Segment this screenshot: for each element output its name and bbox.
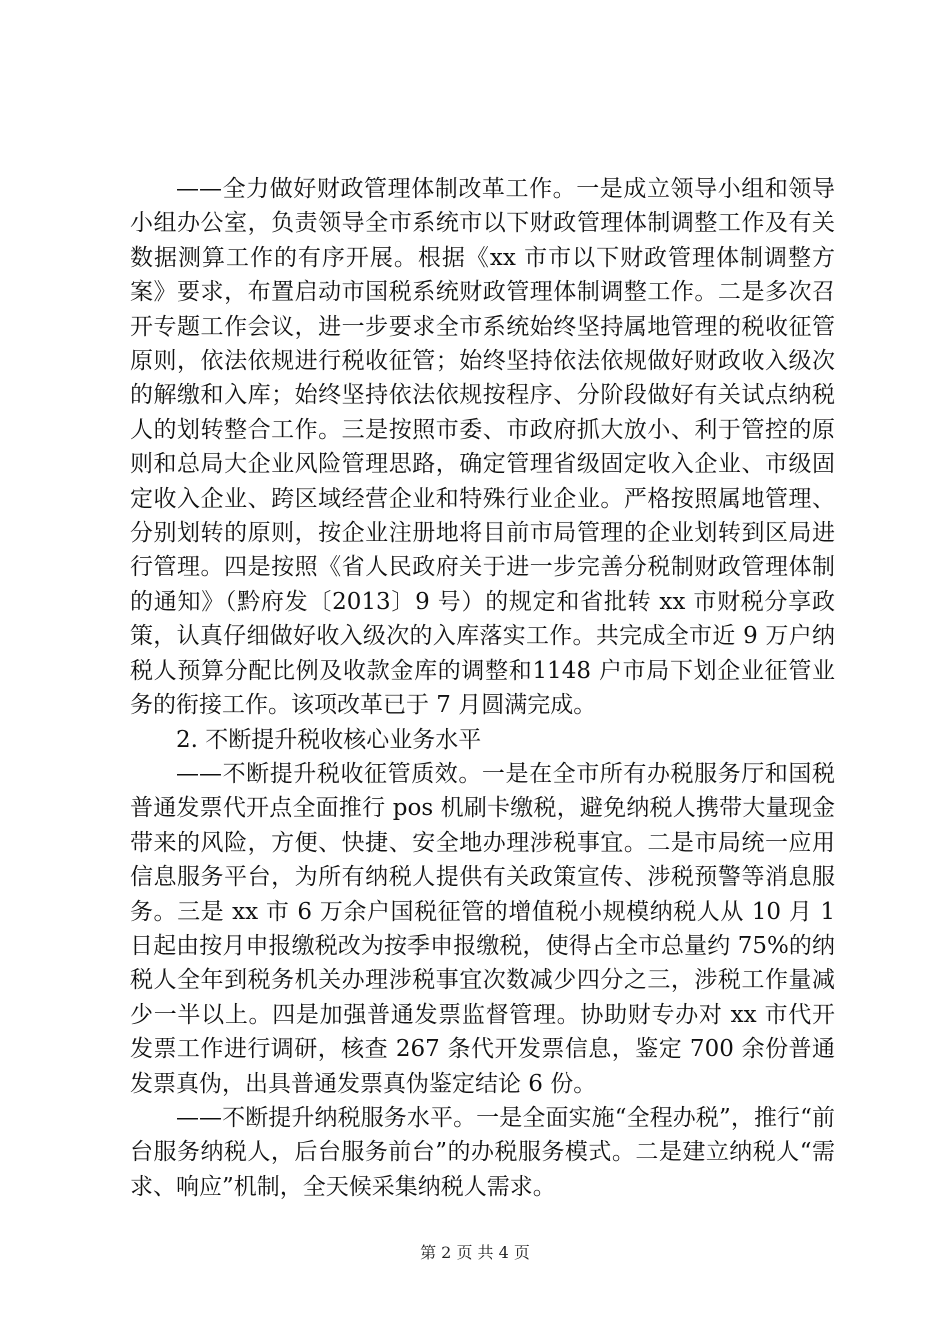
section-heading: 2. 不断提升税收核心业务水平: [176, 726, 482, 753]
page-footer: 第 2 页 共 4 页: [420, 1243, 530, 1262]
paragraph-tax-service: ——不断提升纳税服务水平。一是全面实施“全程办税”，推行“前台服务纳税人，后台服务前台”的办税服务模式。二是建立纳税人“需求、响应”机制，全天候采集纳税人需求。: [130, 1104, 835, 1200]
document-body: [130, 172, 835, 1204]
paragraph-tax-collection: ——不断提升税收征管质效。一是在全市所有办税服务厅和国税普通发票代开点全面推行 pos 机刷卡缴税，避免纳税人携带大量现金带来的风险，方便、快捷、安全地办理涉税事宜。二是市局统一应用信息服务平台，为所有纳税人提供有关政策宣传、涉税预警等消息服务。三是 xx 市 6 万余户国税征管的增值税小规模纳税人从 10 月 1 日起由按月申报缴税改为按季申报缴税，使得占全市总量约 75%的纳税人全年到税务机关办理涉税事宜次数减少四分之三，涉税工作量减少一半以上。四是加强普通发票监督管理。协助财专办对 xx 市代开发票工作进行调研，核查 267 条代开发票信息，鉴定 700 余份普通发票真伪，出具普通发票真伪鉴定结论 6 份。: [130, 760, 835, 1097]
paragraph-fiscal-reform: ——全力做好财政管理体制改革工作。一是成立领导小组和领导小组办公室，负责领导全市系统市以下财政管理体制调整工作及有关数据测算工作的有序开展。根据《xx 市市以下财政管理体制调整方案》要求，布置启动市国税系统财政管理体制调整工作。二是多次召开专题工作会议，进一步要求全市系统始终坚持属地管理的税收征管原则，依法依规进行税收征管；始终坚持依法依规做好财政收入级次的解缴和入库；始终坚持依法依规按程序、分阶段做好有关试点纳税人的划转整合工作。三是按照市委、市政府抓大放小、利于管控的原则和总局大企业风险管理思路，确定管理省级固定收入企业、市级固定收入企业、跨区域经营企业和特殊行业企业。严格按照属地管理、分别划转的原则，按企业注册地将目前市局管理的企业划转到区局进行管理。四是按照《省人民政府关于进一步完善分税制财政管理体制的通知》（黔府发〔2013〕9 号）的规定和省批转 xx 市财税分享政策，认真仔细做好收入级次的入库落实工作。共完成全市近 9 万户纳税人预算分配比例及收款金库的调整和1148 户市局下划企业征管业务的衔接工作。该项改革已于 7 月圆满完成。: [130, 176, 835, 719]
